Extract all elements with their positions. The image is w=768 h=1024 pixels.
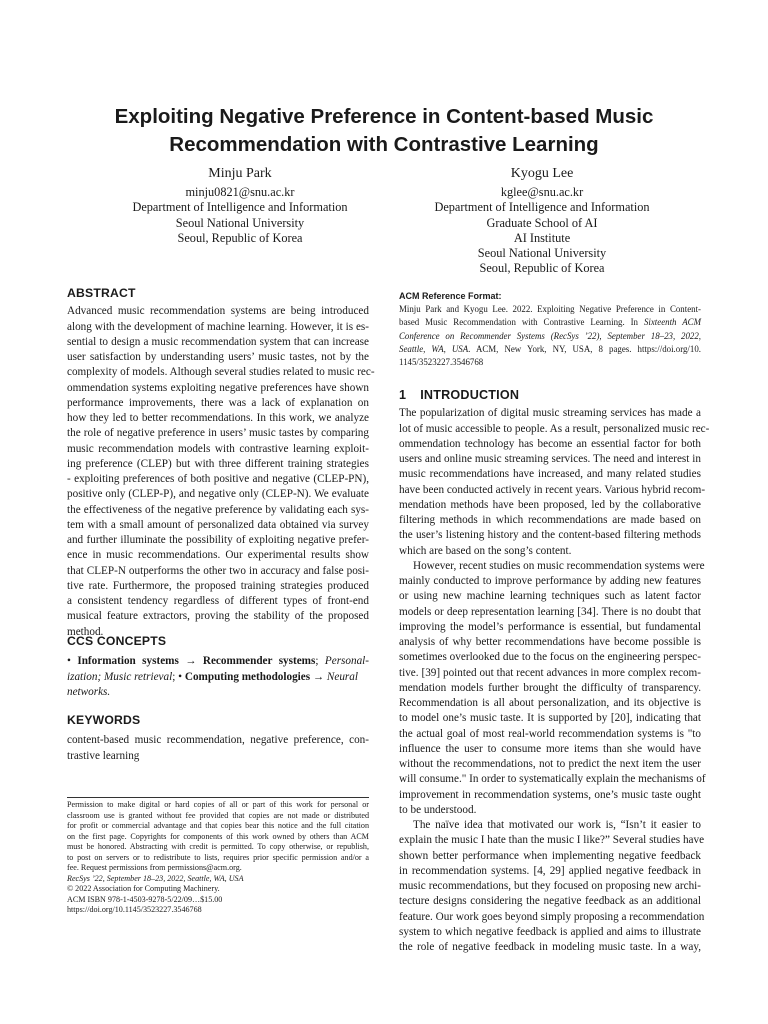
intro-line: sometimes overlooked due to the focus on the engineering perspec- bbox=[399, 651, 701, 664]
intro-line: improvement in recommendation systems, one’s music taste ought bbox=[399, 788, 701, 801]
abstract-line: user satisfaction by understanding users’ music tastes, not by the bbox=[67, 351, 369, 363]
abstract-line: tive rate. Furthermore, the proposed training strategies produced bbox=[67, 579, 369, 592]
intro-paragraph bbox=[399, 818, 705, 955]
author-name: Kyogu Lee bbox=[510, 166, 574, 181]
ccs-section bbox=[67, 634, 369, 700]
intro-line: feature. Our work goes beyond simply proposing a recommendation bbox=[399, 910, 705, 923]
abstract-line: performance improvements, there was a lack of explanation on bbox=[67, 396, 369, 409]
introduction-section bbox=[399, 388, 710, 955]
introduction-heading bbox=[399, 388, 701, 403]
author-affiliation: Seoul, Republic of Korea bbox=[479, 261, 605, 276]
abstract-line: tem with a small amount of personalized data obtained via survey bbox=[67, 518, 369, 531]
acm-reference-line: based Music Recommendation with Contrastive Learning. In Sixteenth ACM bbox=[399, 317, 701, 328]
intro-line: in recommendation systems. [4, 29] applied negative feedback in bbox=[399, 864, 701, 877]
intro-line: or using new machine learning techniques such as latent factor bbox=[399, 590, 701, 603]
abstract-line: complexity of models. Although several studies related to music rec- bbox=[67, 366, 375, 379]
author-affiliation: Graduate School of AI bbox=[486, 215, 598, 230]
ccs-line: ization; Music retrieval; • Computing methodologies → Neural bbox=[67, 670, 358, 683]
intro-line: which are based on the song’s content. bbox=[399, 544, 572, 557]
permission-line: classroom use is granted without fee provided that copies are not made or distributed bbox=[67, 810, 369, 820]
paper-title bbox=[60, 103, 708, 159]
abstract-line: - exploiting preferences of both positive and negative (CLEP-PN), bbox=[67, 473, 369, 485]
intro-line: influence the user to consume more items than she would have bbox=[399, 742, 701, 755]
intro-line: to be understood. bbox=[399, 803, 477, 816]
footnote-rule bbox=[67, 797, 369, 798]
author-affiliation: Seoul National University bbox=[175, 215, 305, 230]
doi-link[interactable]: https://doi.org/10.1145/3523227.3546768 bbox=[67, 905, 202, 914]
intro-line: the role of negative feedback in modeling music taste. In a way, bbox=[399, 941, 701, 953]
author-affiliation: AI Institute bbox=[513, 230, 571, 245]
permission-line: fee. Request permissions from permissions@acm.org. bbox=[67, 863, 242, 872]
acm-reference-heading: ACM Reference Format: bbox=[399, 291, 502, 301]
section-number: 1 bbox=[399, 388, 407, 402]
ccs-line: • Information systems → Recommender systems; Personal- bbox=[67, 655, 370, 668]
intro-line: explain the music I hate than the music I like?” Several studies have bbox=[399, 834, 705, 847]
intro-line: the actual goal of most real-world recommendation systems is "to bbox=[399, 727, 701, 740]
conference-venue: RecSys ’22, September 18–23, 2022, Seattle, WA, USA bbox=[67, 873, 244, 883]
abstract-line: sential to design a music recommendation system that can increase bbox=[67, 335, 369, 348]
author-affiliation: Department of Intelligence and Information bbox=[132, 200, 348, 215]
intro-line: without the recommendations, not to predict the next item the user bbox=[399, 758, 701, 770]
intro-paragraph bbox=[399, 559, 706, 818]
abstract-line: method. bbox=[67, 625, 104, 638]
intro-line: The naïve idea that motivated our work is, “Isn’t it easier to bbox=[413, 819, 701, 831]
abstract-line: music recommendation models with contrastive learning exploit- bbox=[67, 442, 369, 455]
ccs-heading: CCS CONCEPTS bbox=[67, 634, 167, 648]
intro-line: Recommendation is all about personalization, and its objective is bbox=[399, 697, 701, 709]
intro-line: mendation models further brought the difficulty of transparency. bbox=[399, 681, 701, 694]
abstract-line: the role of negative preference in users’ music tastes by comparing bbox=[67, 427, 369, 440]
abstract-heading: ABSTRACT bbox=[67, 286, 136, 300]
intro-line: will consume." In order to systematically explain the mechanisms of bbox=[399, 773, 706, 786]
abstract-line: along with the development of machine learning. However, it is es- bbox=[67, 320, 369, 333]
abstract-line: the effectiveness of the negative preference by validating each sys- bbox=[67, 503, 369, 516]
keywords-line: content-based music recommendation, negative preference, con- bbox=[67, 734, 369, 747]
intro-line: tive. [39] pointed out that recent advances in more complex recom- bbox=[399, 666, 701, 679]
author-affiliation: Seoul, Republic of Korea bbox=[177, 230, 303, 245]
permission-text bbox=[67, 800, 369, 874]
keywords-line: trastive learning bbox=[67, 749, 140, 762]
acm-reference-line: Seattle, WA, USA. ACM, New York, NY, USA, 8 pages. https://doi.org/10. bbox=[399, 343, 701, 354]
ccs-line: networks. bbox=[67, 685, 111, 698]
intro-line: mendation methods have been proposed, led by the collaborative bbox=[399, 498, 701, 511]
author-block bbox=[90, 164, 390, 246]
intro-line: The popularization of digital music streaming services has made a bbox=[399, 407, 701, 420]
intro-line: tecture designs considering the negative feedback as an additional bbox=[399, 895, 701, 908]
author-affiliation: Seoul National University bbox=[477, 246, 607, 261]
acm-reference-format bbox=[399, 290, 701, 369]
abstract-section bbox=[67, 286, 375, 640]
permission-line: to post on servers or to redistribute to lists, requires prior specific permission and/or a bbox=[67, 852, 369, 862]
permission-line: for profit or commercial advantage and that copies bear this notice and the full citation bbox=[67, 821, 369, 830]
intro-line: to model one’s music taste. It is supported by [20], indicating that bbox=[399, 712, 701, 725]
permission-line: Permission to make digital or hard copies of all or part of this work for personal or bbox=[67, 800, 369, 809]
abstract-line: that CLEP-N outperforms the other two in accuracy and false posi- bbox=[67, 564, 369, 577]
title-line: Exploiting Negative Preference in Content-based Music bbox=[114, 105, 654, 128]
intro-line: analysis of why better recommendations have become possible is bbox=[399, 636, 701, 648]
permission-line: must be honored. Abstracting with credit is permitted. To copy otherwise, or republish, bbox=[67, 842, 369, 851]
intro-line: lot of music accessible to people. As a result, personalized music rec- bbox=[399, 422, 710, 435]
keywords-heading: KEYWORDS bbox=[67, 713, 141, 727]
intro-line: filtering methods in which recommendations are made based on bbox=[399, 514, 701, 526]
intro-line: have been conducted actively in recent years. Various hybrid recom- bbox=[399, 483, 706, 496]
intro-line: music recommendations, but they focused on proposing new archi- bbox=[399, 880, 701, 892]
author-name: Minju Park bbox=[208, 166, 272, 181]
intro-line: the user’s listening history and the content-based filtering methods bbox=[399, 529, 701, 542]
intro-line: users and online music streaming services. The need and interest in bbox=[399, 453, 701, 465]
author-email: kglee@snu.ac.kr bbox=[500, 185, 584, 199]
title-line: Recommendation with Contrastive Learning bbox=[169, 133, 599, 156]
acm-reference-line: Conference on Recommender Systems (RecSys ’22), September 18–23, 2022, bbox=[399, 330, 701, 341]
abstract-line: ing preference (CLEP) but with three different training strategies bbox=[67, 457, 369, 470]
section-title: INTRODUCTION bbox=[420, 388, 520, 402]
abstract-text bbox=[67, 304, 375, 640]
keywords-section bbox=[67, 713, 369, 764]
intro-line: However, recent studies on music recommendation systems were bbox=[413, 559, 705, 572]
intro-paragraph bbox=[399, 406, 710, 559]
acm-reference-line: Minju Park and Kyogu Lee. 2022. Exploiting Negative Preference in Content- bbox=[399, 304, 701, 315]
intro-line: system to which negative feedback is applied and aims to illustrate bbox=[399, 925, 701, 938]
acm-reference-line: 1145/3523227.3546768 bbox=[399, 357, 484, 368]
intro-line: music recommendations have increased, and many related studies bbox=[399, 468, 701, 481]
author-block bbox=[392, 164, 692, 277]
permission-line: on the first page. Copyrights for components of this work owned by others than ACM bbox=[67, 831, 369, 841]
intro-line: improving the model’s performance is essential, but fundamental bbox=[399, 620, 701, 633]
author-affiliation: Department of Intelligence and Information bbox=[434, 200, 650, 215]
abstract-line: positive only (CLEP-P), and negative only (CLEP-N). We evaluate bbox=[67, 488, 369, 501]
intro-line: mainly conducted to improve performance by adding new features bbox=[399, 575, 701, 587]
abstract-line: and further illuminate the possibility of exploiting negative prefer- bbox=[67, 534, 369, 546]
intro-line: models or deep representation learning [34]. There is no doubt that bbox=[399, 605, 701, 618]
isbn-line: ACM ISBN 978-1-4503-9278-5/22/09…$15.00 bbox=[67, 894, 223, 904]
abstract-line: ence in music recommendations. Our experimental results show bbox=[67, 549, 369, 562]
permission-notice bbox=[67, 800, 369, 916]
copyright-line: © 2022 Association for Computing Machinery. bbox=[67, 884, 220, 893]
intro-line: ommendation technology has become an essential factor for both bbox=[399, 437, 701, 450]
abstract-line: ommendation systems exploiting negative preferences have shown bbox=[67, 381, 369, 394]
abstract-line: a consistent tendency regardless of different types of front-end bbox=[67, 595, 369, 607]
abstract-line: Advanced music recommendation systems are being introduced bbox=[67, 305, 369, 318]
intro-line: shown better performance when implementing negative feedback bbox=[399, 849, 701, 862]
author-email: minju0821@snu.ac.kr bbox=[185, 185, 295, 199]
abstract-line: musical feature extractors, proving the stability of the proposed bbox=[67, 610, 369, 623]
abstract-line: how they led to better recommendations. In this work, we analyze bbox=[67, 412, 369, 424]
